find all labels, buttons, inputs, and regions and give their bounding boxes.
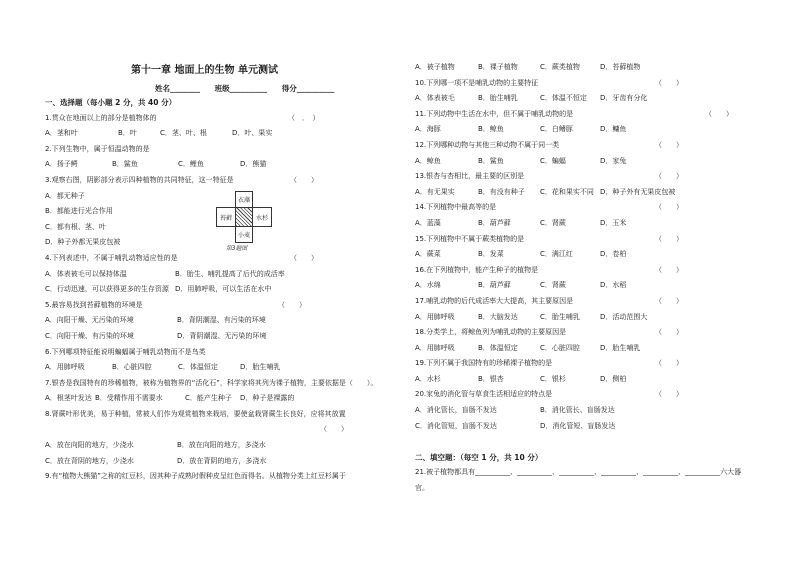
page-title: 第十一章 地面上的生物 单元测试 — [131, 65, 278, 76]
question-stem-continued: 官。 — [415, 484, 429, 493]
option-d: D．种子是裸露的 — [240, 394, 295, 403]
question-7 — [45, 376, 400, 392]
option-b: B．发菜 — [478, 250, 504, 259]
option-d: D．叶、果实 — [232, 129, 273, 138]
option-a: A．水绵 — [415, 281, 441, 290]
option-b: B．放在向阳的地方，多浇水 — [177, 441, 266, 450]
question-stem: 4.下列表述中，不属于哺乳动物适应性的是 — [45, 253, 178, 262]
option-d: D．牙齿有分化 — [600, 94, 648, 103]
option-d: D．放在背阴的地方，多浇水 — [177, 456, 267, 465]
question-12 — [415, 138, 780, 154]
option-b: B．心脏四腔 — [112, 363, 152, 372]
option-b: B．鲸鱼 — [478, 125, 504, 134]
option-c: C．心脏四腔 — [540, 343, 580, 352]
answer-paren: （ ） — [320, 425, 348, 434]
option-c: C．消化管短，盲肠不发达 — [415, 421, 497, 430]
question-2-options — [45, 157, 400, 173]
question-16-options — [415, 278, 780, 294]
question-stem: 20.家兔的消化管与草食生活相适应的特点是 — [415, 390, 553, 399]
question-8-options-ab — [45, 438, 400, 454]
option-d: D．胎生哺乳 — [240, 363, 281, 372]
question-19 — [415, 356, 780, 372]
option-c: C．满江红 — [540, 250, 573, 259]
question-stem: 3.观察右图，阴影部分表示四种植物的共同特征，这一特征是 — [45, 175, 234, 184]
score-field: 得分__________ — [281, 84, 335, 93]
option-d: D．种子外有无果皮包被 — [600, 187, 676, 196]
option-c: C．能产生种子 — [185, 394, 232, 403]
figure-shaded-overlap — [235, 207, 253, 227]
question-14-options — [415, 216, 780, 232]
question-stem: 9.有“植物大熊猫”之称的红豆杉，因其种子成熟时假种皮呈红色而得名。从植物分类上红豆杉属于 — [45, 472, 346, 481]
question-stem: 6.下列哪项特征能说明蝙蝠属于哺乳动物而不是鸟类 — [45, 347, 206, 356]
question-6-options — [45, 360, 400, 376]
question-1 — [45, 111, 400, 127]
class-field: 班级__________ — [214, 84, 268, 93]
option-b: B．鲨鱼 — [478, 156, 504, 165]
answer-paren: （ ） — [278, 300, 306, 309]
option-d: D．鳙鱼 — [600, 125, 627, 134]
section-heading-fill-in: 二、填空题：（每空 1 分，共 10 分） — [415, 452, 543, 462]
option-a: A．水杉 — [415, 374, 441, 383]
option-b: B．胎生哺乳 — [478, 94, 518, 103]
left-column — [45, 95, 400, 485]
answer-paren: （ ） — [655, 359, 683, 368]
spacer-row — [415, 434, 780, 450]
option-b: B．银杏 — [478, 374, 504, 383]
option-d: D．熊猫 — [240, 160, 267, 169]
option-b: B．消化管长、盲肠发达 — [540, 406, 615, 415]
option-a: A．根茎叶发达 — [45, 394, 92, 403]
option-a: A．扬子鳄 — [45, 160, 78, 169]
answer-paren: （ ） — [655, 296, 683, 305]
name-field: 姓名________ — [155, 84, 200, 93]
option-a: A．向阳干燥、无污染的环境 — [45, 316, 134, 325]
option-a: A．放在向阳的地方，少浇水 — [45, 441, 134, 450]
section-heading-choice: 一、选择题（每小题 2 分，共 40 分） — [45, 98, 177, 107]
option-b: B．有没有种子 — [478, 187, 525, 196]
question-stem: 19.下列不属于我国特有的珍稀裸子植物的是 — [415, 359, 553, 368]
question-stem: 10.下列哪一项不是哺乳动物的主要特征 — [415, 78, 539, 87]
answer-paren: （ ） — [290, 175, 318, 184]
option-c: C．放在背阴的地方，少浇水 — [45, 456, 134, 465]
question-3-figure — [216, 191, 274, 243]
option-c: C．体温恒定 — [178, 363, 218, 372]
option-d: D．活动范围大 — [600, 312, 648, 321]
option-d: D．侧柏 — [600, 374, 627, 383]
question-stem: 2.下列生物中，属于恒温动物的是 — [45, 144, 150, 153]
question-16 — [415, 263, 780, 279]
question-stem: 17.哺乳动物的后代成活率大大提高，其主要原因是 — [415, 296, 574, 305]
question-9 — [45, 469, 400, 485]
answer-paren: （ ） — [705, 109, 733, 118]
question-11-options — [415, 122, 780, 138]
question-stem: 21.被子植物都具有__________、__________、__________、__________、__________、__________六大器 — [415, 468, 742, 477]
answer-paren: （ ） — [290, 253, 318, 262]
option-c: C．体温不恒定 — [540, 94, 587, 103]
option-a: A．蕨菜 — [415, 250, 441, 259]
option-b: B．大脑发达 — [478, 312, 518, 321]
option-a: A．消化管长，盲肠不发达 — [415, 406, 497, 415]
option-a: A．被子植物 — [415, 63, 455, 71]
question-10-options — [415, 91, 780, 107]
figure-box-right: 水杉 — [252, 207, 272, 227]
option-d: D．胎生哺乳 — [600, 343, 641, 352]
question-20-options-cd — [415, 419, 780, 435]
student-info-line — [155, 83, 346, 95]
question-13 — [415, 169, 780, 185]
answer-paren: （ ） — [655, 140, 683, 149]
question-8-paren-line — [45, 422, 400, 438]
question-stem: 13.银杏与杏相比，最主要的区别是 — [415, 172, 525, 181]
option-c: C．蕨类植物 — [540, 63, 580, 71]
question-21-line-2 — [415, 481, 780, 497]
option-c: C．胎生哺乳 — [540, 312, 580, 321]
question-13-options — [415, 185, 780, 201]
answer-paren: （ ） — [655, 172, 683, 181]
option-d: D．卷柏 — [600, 250, 627, 259]
question-1-options — [45, 126, 400, 142]
option-b: B．叶 — [118, 129, 137, 138]
option-a: A．用肺呼吸 — [415, 343, 455, 352]
question-5-options-ab — [45, 313, 400, 329]
option-d: D．消化管短、盲肠发达 — [540, 421, 616, 430]
question-18 — [415, 325, 780, 341]
question-3 — [45, 173, 400, 189]
question-15 — [415, 232, 780, 248]
option-d: D．玉米 — [600, 218, 627, 227]
answer-paren: （ ） — [655, 390, 683, 399]
option-c: C．蝙蝠 — [540, 156, 566, 165]
question-4-options-cd — [45, 282, 400, 298]
question-21-line-1 — [415, 465, 780, 481]
question-7-options — [45, 391, 400, 407]
question-stem: 7.银杏是我国特有的珍稀植物，被称为植物界的“活化石”，科学家将其列为裸子植物，主要依据是（ ）。 — [45, 378, 378, 387]
question-11 — [415, 107, 780, 123]
option-c: C．肾蕨 — [540, 281, 566, 290]
question-stem: 15.下列植物中不属于蕨类植物的是 — [415, 234, 525, 243]
option-b: B．都能进行光合作用 — [45, 207, 113, 216]
option-a: A．体表被毛 — [415, 94, 455, 103]
question-4-options-ab — [45, 267, 400, 283]
option-c: C．茎、叶、根 — [160, 129, 207, 138]
answer-paren: （ ） — [655, 234, 683, 243]
question-stem: 18.分类学上，将鲸鱼列为哺乳动物的主要原因是 — [415, 328, 567, 337]
option-a: A．有无果实 — [415, 187, 455, 196]
option-b: B．裸子植物 — [478, 63, 518, 71]
option-d: D．水稻 — [600, 281, 627, 290]
option-d: D．种子外都无果皮包被 — [45, 238, 121, 247]
answer-paren: （ ） — [655, 265, 683, 274]
question-10 — [415, 76, 780, 92]
question-stem: 11.下列动物中生活在水中，但不属于哺乳动物的是 — [415, 109, 574, 118]
option-a: A．都无种子 — [45, 191, 85, 200]
option-c: C．行动迅速，可以获得更多的生存资源 — [45, 285, 169, 294]
question-20 — [415, 387, 780, 403]
question-8 — [45, 407, 400, 423]
question-17 — [415, 294, 780, 310]
option-c: C．鲤鱼 — [178, 160, 204, 169]
question-15-options — [415, 247, 780, 263]
option-d: D．苔藓植物 — [600, 63, 641, 71]
figure-box-top: 衣藻 — [235, 191, 253, 208]
option-a: A．茎和叶 — [45, 129, 78, 138]
right-column — [415, 60, 780, 497]
option-b: B．体温恒定 — [478, 343, 518, 352]
option-a: A．鲸鱼 — [415, 156, 441, 165]
option-a: A．用肺呼吸 — [45, 363, 85, 372]
option-b: B．葫芦藓 — [478, 218, 511, 227]
question-20-options-ab — [415, 403, 780, 419]
option-a: A．海豚 — [415, 125, 441, 134]
option-c: C．花和果实不同 — [540, 187, 594, 196]
question-5 — [45, 298, 400, 314]
option-b: B．胎生、哺乳提高了后代的成活率 — [175, 269, 285, 278]
question-19-options — [415, 372, 780, 388]
option-c: C．肾蕨 — [540, 218, 566, 227]
option-a: A．用肺呼吸 — [415, 312, 455, 321]
question-17-options — [415, 310, 780, 326]
option-c: C．白鳍豚 — [540, 125, 573, 134]
question-stem: 12.下列哪种动物与其他三种动物不属于同一类 — [415, 140, 560, 149]
answer-paren: （ ． ） — [288, 113, 320, 122]
option-a: A．体表被毛可以保持体温 — [45, 269, 127, 278]
question-stem: 8.肾蕨叶形优美，易于种植，常被人们作为观赏植物来栽培，要使盆栽肾蕨生长良好，应将其放置 — [45, 409, 346, 418]
question-4 — [45, 251, 400, 267]
option-b: B．受精作用不需要水 — [95, 394, 163, 403]
question-stem: 16.在下列植物中，能产生种子的植物是 — [415, 265, 539, 274]
option-d: D．家兔 — [600, 156, 627, 165]
question-18-options — [415, 341, 780, 357]
question-14 — [415, 200, 780, 216]
answer-paren: （ ） — [655, 78, 683, 87]
option-d: D．用肺呼吸，可以生活在水中 — [175, 285, 272, 294]
question-stem: 1.贯众在地面以上的部分是植物体的 — [45, 113, 157, 122]
figure-box-left: 苔藓 — [216, 207, 236, 227]
option-b: B．葫芦藓 — [478, 281, 511, 290]
option-c: C．银杉 — [540, 374, 566, 383]
question-stem: 14.下列植物中最高等的是 — [415, 203, 497, 212]
option-c: C．向阳干燥、有污染的环境 — [45, 331, 134, 340]
option-b: B．背阴潮湿、有污染的环境 — [177, 316, 266, 325]
question-6 — [45, 345, 400, 361]
answer-paren: （ ） — [655, 203, 683, 212]
answer-paren: （ ） — [655, 328, 683, 337]
option-d: D．背阴潮湿、无污染的环境 — [177, 331, 267, 340]
figure-caption: 第3题图 — [226, 246, 248, 252]
question-stem: 5.最容易找到苔藓植物的环境是 — [45, 300, 143, 309]
question-12-options — [415, 154, 780, 170]
option-b: B．鲨鱼 — [112, 160, 138, 169]
option-c: C．都有根、茎、叶 — [45, 222, 106, 231]
figure-box-bottom: 小麦 — [235, 226, 253, 243]
question-2 — [45, 142, 400, 158]
question-9-options — [415, 60, 780, 76]
question-5-options-cd — [45, 329, 400, 345]
question-8-options-cd — [45, 454, 400, 470]
option-a: A．蓝藻 — [415, 218, 441, 227]
